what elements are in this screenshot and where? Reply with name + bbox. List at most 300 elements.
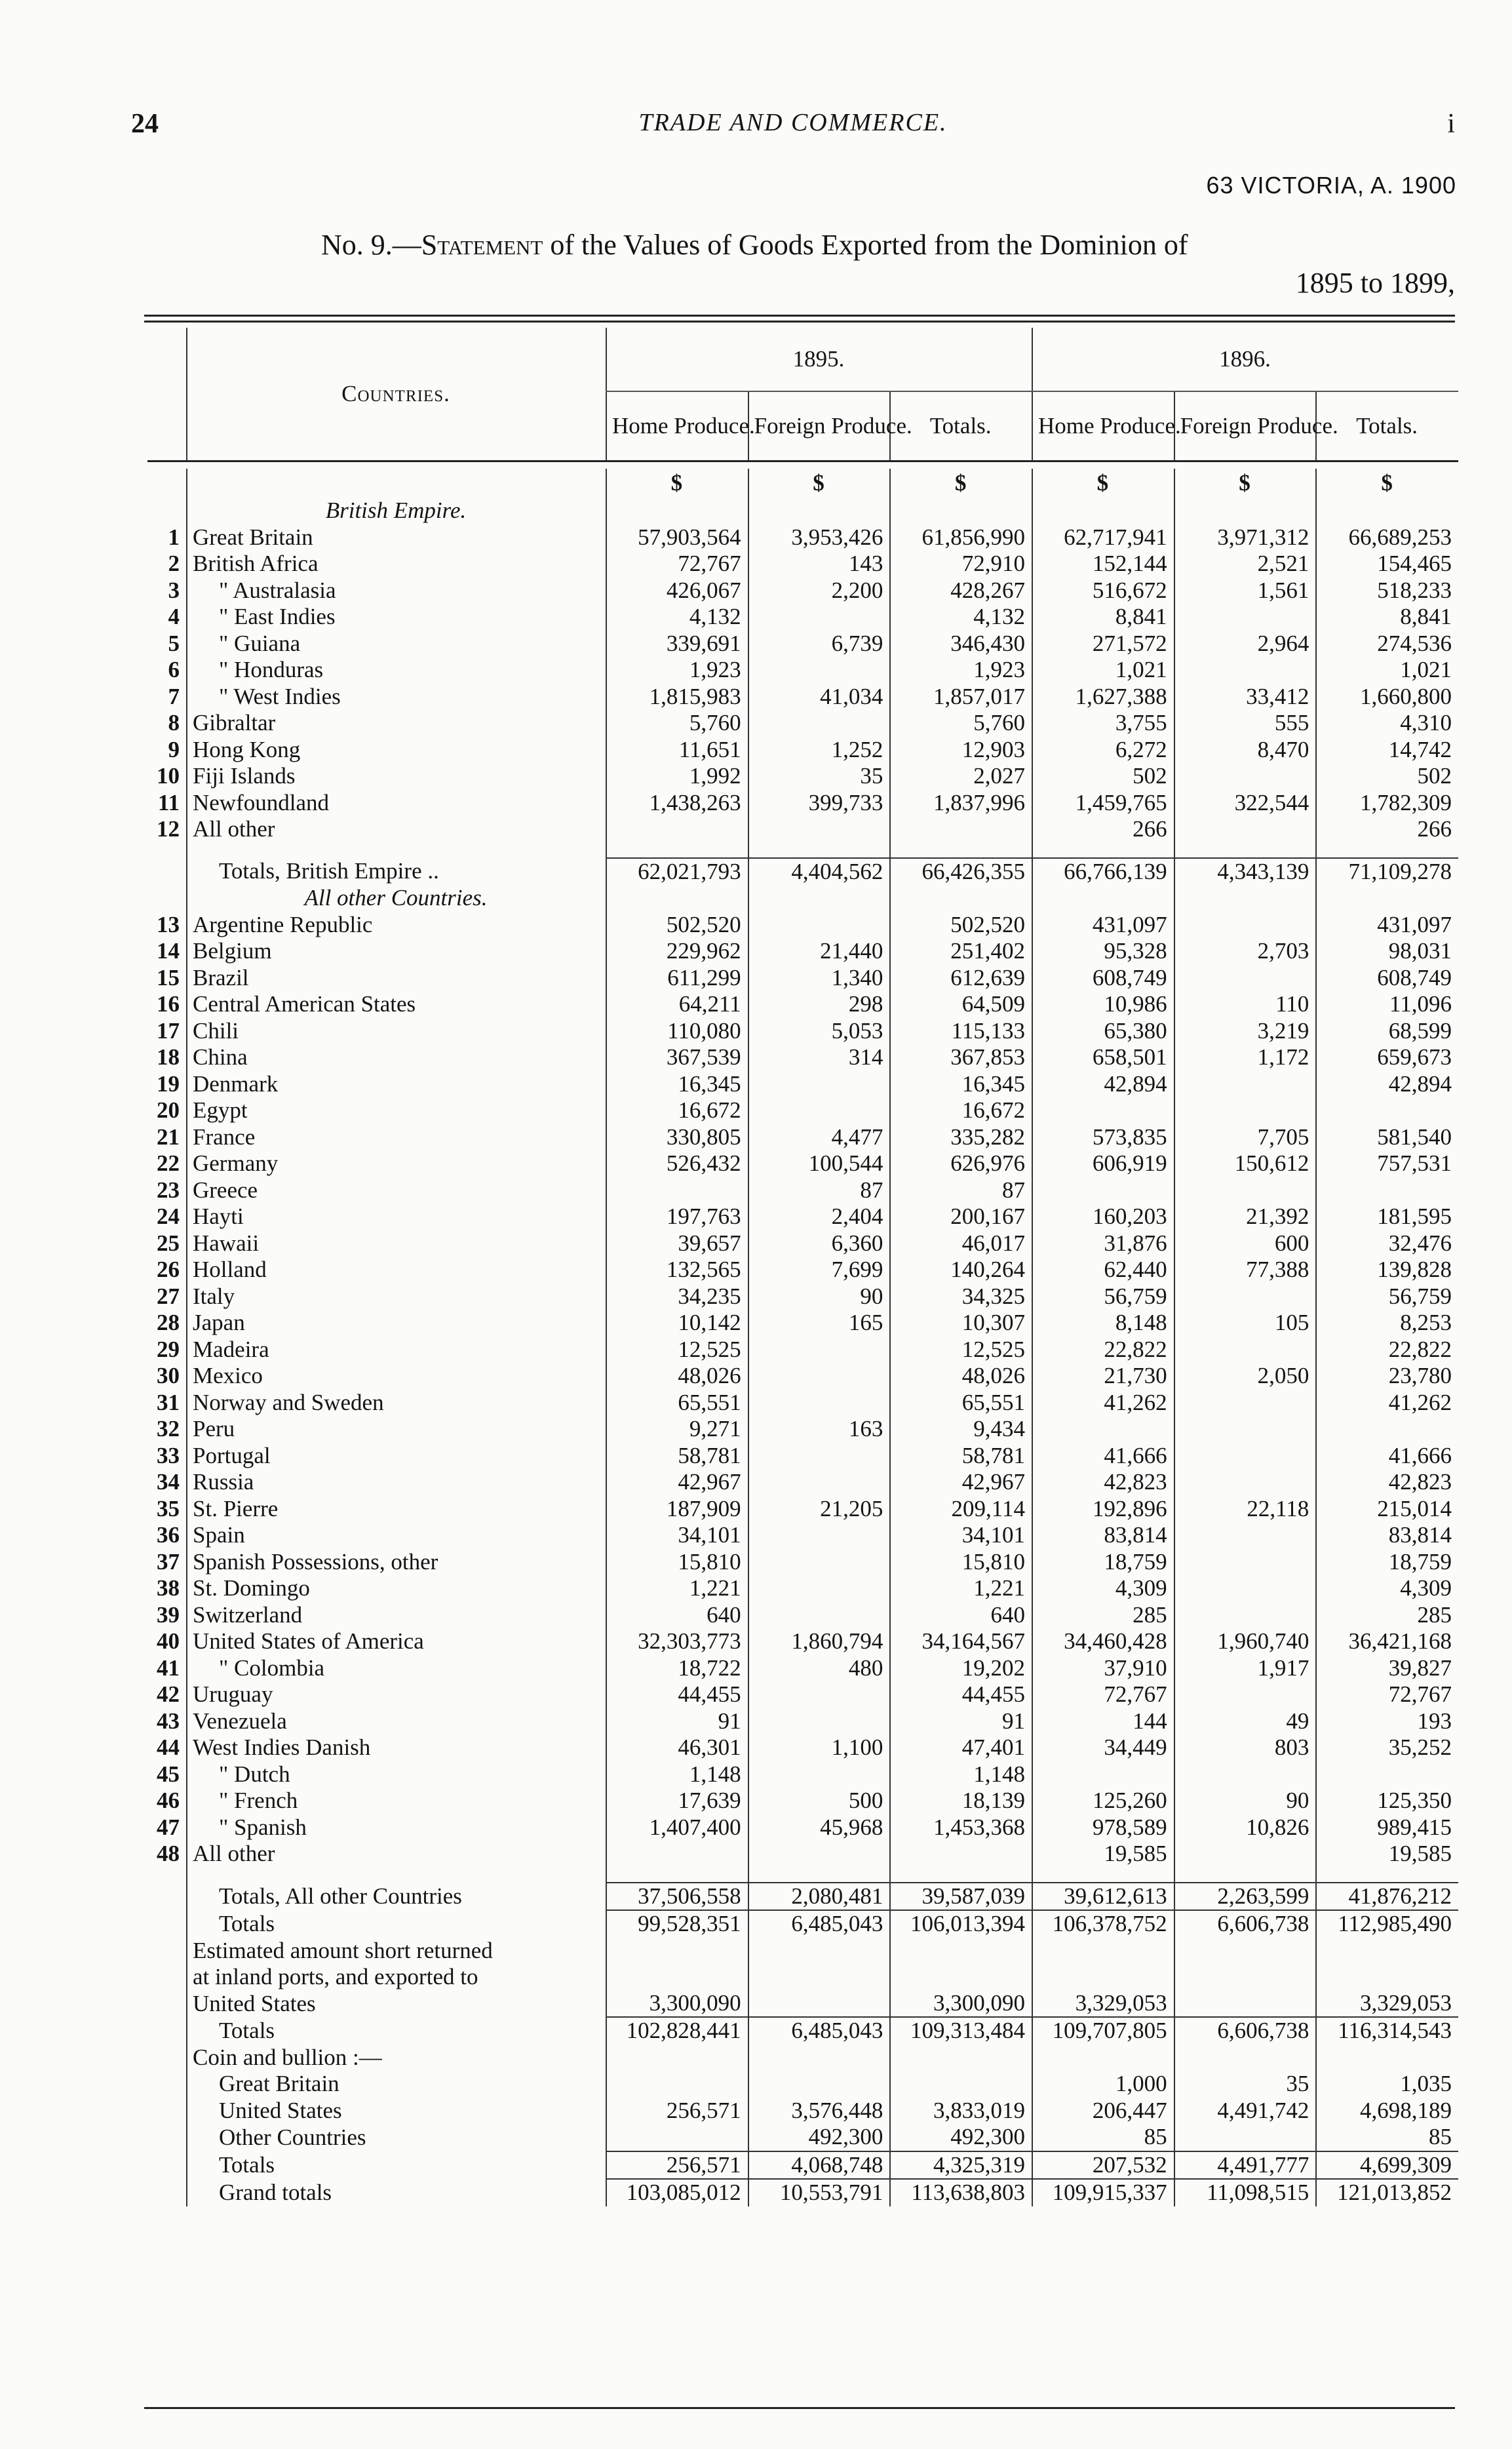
table-row bbox=[147, 1496, 1458, 1523]
country-name: Germany bbox=[193, 1150, 279, 1176]
value-cell: 7,705 bbox=[1174, 1124, 1317, 1151]
value-cell bbox=[1174, 1575, 1317, 1602]
value-cell: 6,606,738 bbox=[1174, 1910, 1317, 1938]
value-cell: 39,657 bbox=[606, 1230, 748, 1257]
value-cell: 285 bbox=[1316, 1602, 1458, 1629]
value-cell: 1,035 bbox=[1316, 2071, 1458, 2098]
value-cell: 110 bbox=[1174, 991, 1317, 1018]
col-header: Foreign Produce. bbox=[748, 391, 891, 461]
coin-total-row bbox=[147, 2151, 1458, 2180]
value-cell: 4,309 bbox=[1316, 1575, 1458, 1602]
value-cell: 66,766,139 bbox=[1032, 858, 1174, 886]
value-cell bbox=[890, 885, 1032, 912]
value-cell: 581,540 bbox=[1316, 1124, 1458, 1151]
value-cell: 116,314,543 bbox=[1316, 2017, 1458, 2045]
value-cell bbox=[1174, 965, 1317, 992]
value-cell: 573,835 bbox=[1032, 1124, 1174, 1151]
value-cell: 4,698,189 bbox=[1316, 2098, 1458, 2125]
value-cell: 500 bbox=[748, 1788, 891, 1814]
value-cell: 9,271 bbox=[606, 1416, 748, 1443]
currency-symbol: $ bbox=[1174, 469, 1317, 498]
row-number: 32 bbox=[147, 1416, 187, 1443]
value-cell bbox=[1316, 843, 1458, 858]
table-row bbox=[147, 1230, 1458, 1257]
value-cell bbox=[748, 1938, 891, 2018]
country-name: Mexico bbox=[193, 1363, 263, 1388]
value-cell: 15,810 bbox=[890, 1549, 1032, 1576]
country-name: Coin and bullion :— bbox=[193, 2044, 382, 2070]
value-cell: 4,132 bbox=[890, 604, 1032, 631]
value-cell: 266 bbox=[1316, 816, 1458, 843]
currency-symbol: $ bbox=[748, 469, 891, 498]
export-statement-table bbox=[147, 328, 1458, 2206]
country-name: Grand totals bbox=[219, 2179, 332, 2205]
value-cell bbox=[1174, 1868, 1317, 1883]
value-cell: 1,000 bbox=[1032, 2071, 1174, 2098]
value-cell bbox=[1316, 2045, 1458, 2071]
country-name: " Spanish bbox=[219, 1814, 307, 1840]
coin-row bbox=[147, 2098, 1458, 2125]
value-cell: 109,707,805 bbox=[1032, 2017, 1174, 2045]
value-cell: 3,329,053 bbox=[1032, 1938, 1174, 2018]
country-name: United States bbox=[219, 2097, 342, 2123]
value-cell: 57,903,564 bbox=[606, 524, 748, 551]
country-name: Great Britain bbox=[193, 524, 313, 550]
value-cell: 58,781 bbox=[890, 1443, 1032, 1470]
value-cell: 65,551 bbox=[606, 1390, 748, 1417]
table-row bbox=[147, 1549, 1458, 1576]
country-name: " Guiana bbox=[219, 630, 301, 656]
value-cell: 480 bbox=[748, 1655, 891, 1682]
value-cell bbox=[748, 1337, 891, 1363]
value-cell: 85 bbox=[1316, 2124, 1458, 2151]
value-cell: 39,612,613 bbox=[1032, 1883, 1174, 1911]
value-cell bbox=[890, 816, 1032, 843]
value-cell: 42,823 bbox=[1032, 1469, 1174, 1496]
value-cell bbox=[1174, 1283, 1317, 1310]
value-cell: 4,132 bbox=[606, 604, 748, 631]
row-number: 39 bbox=[147, 1602, 187, 1629]
row-number: 24 bbox=[147, 1204, 187, 1230]
value-cell: 37,506,558 bbox=[606, 1883, 748, 1911]
value-cell: 41,876,212 bbox=[1316, 1883, 1458, 1911]
value-cell bbox=[1174, 1469, 1317, 1496]
coin-row bbox=[147, 2071, 1458, 2098]
value-cell: 56,759 bbox=[1316, 1283, 1458, 1310]
value-cell: 197,763 bbox=[606, 1204, 748, 1230]
british-empire-total-row bbox=[147, 858, 1458, 886]
row-number: 10 bbox=[147, 763, 187, 790]
value-cell: 48,026 bbox=[890, 1363, 1032, 1390]
value-cell: 16,672 bbox=[606, 1097, 748, 1124]
value-cell: 42,967 bbox=[890, 1469, 1032, 1496]
row-number bbox=[147, 858, 187, 886]
value-cell bbox=[748, 604, 891, 631]
page-header bbox=[131, 108, 1455, 147]
country-name: Hong Kong bbox=[193, 736, 301, 762]
country-name: St. Pierre bbox=[193, 1495, 279, 1521]
table-row bbox=[147, 1097, 1458, 1124]
value-cell bbox=[1032, 1416, 1174, 1443]
value-cell: 48,026 bbox=[606, 1363, 748, 1390]
value-cell: 1,857,017 bbox=[890, 684, 1032, 711]
row-number bbox=[147, 2045, 187, 2071]
caption-text: of the Values of Goods Exported from the Dominion of bbox=[550, 229, 1188, 261]
value-cell: 2,404 bbox=[748, 1204, 891, 1230]
value-cell: 209,114 bbox=[890, 1496, 1032, 1523]
row-number: 21 bbox=[147, 1124, 187, 1151]
country-name: Totals, All other Countries bbox=[219, 1883, 462, 1909]
table-row bbox=[147, 1257, 1458, 1283]
value-cell bbox=[748, 1390, 891, 1417]
country-name: United States of America bbox=[193, 1628, 424, 1654]
value-cell: 16,345 bbox=[606, 1071, 748, 1098]
value-cell: 165 bbox=[748, 1310, 891, 1337]
value-cell: 152,144 bbox=[1032, 551, 1174, 578]
row-number: 40 bbox=[147, 1628, 187, 1655]
value-cell bbox=[1174, 1549, 1317, 1576]
value-cell: 4,068,748 bbox=[748, 2151, 891, 2180]
country-name: Hawaii bbox=[193, 1230, 260, 1256]
value-cell bbox=[1174, 1938, 1317, 2018]
value-cell: 3,971,312 bbox=[1174, 524, 1317, 551]
section-heading-other bbox=[147, 885, 1458, 912]
countries-header: Countries. bbox=[187, 328, 606, 461]
currency-symbol: $ bbox=[606, 469, 748, 498]
table-row bbox=[147, 1044, 1458, 1071]
row-number: 14 bbox=[147, 938, 187, 965]
value-cell bbox=[1032, 1177, 1174, 1204]
value-cell: 44,455 bbox=[890, 1681, 1032, 1708]
value-cell: 502,520 bbox=[606, 912, 748, 939]
value-cell: 83,814 bbox=[1316, 1522, 1458, 1549]
value-cell: 274,536 bbox=[1316, 631, 1458, 657]
value-cell bbox=[1316, 498, 1458, 524]
value-cell: 106,013,394 bbox=[890, 1910, 1032, 1938]
row-number: 17 bbox=[147, 1018, 187, 1045]
country-name: China bbox=[193, 1044, 248, 1070]
currency-symbol: $ bbox=[890, 469, 1032, 498]
value-cell: 555 bbox=[1174, 710, 1317, 737]
value-cell bbox=[1174, 2124, 1317, 2151]
value-cell: 36,421,168 bbox=[1316, 1628, 1458, 1655]
value-cell bbox=[1174, 1416, 1317, 1443]
table-row bbox=[147, 1841, 1458, 1868]
value-cell: 6,485,043 bbox=[748, 1910, 891, 1938]
year-header-1896: 1896. bbox=[1032, 328, 1458, 391]
value-cell: 492,300 bbox=[890, 2124, 1032, 2151]
row-number bbox=[147, 498, 187, 524]
table-row bbox=[147, 1124, 1458, 1151]
value-cell: 757,531 bbox=[1316, 1150, 1458, 1177]
value-cell bbox=[890, 843, 1032, 858]
country-name bbox=[187, 1938, 606, 2018]
value-cell: 45,968 bbox=[748, 1814, 891, 1841]
country-name: " Colombia bbox=[219, 1655, 325, 1681]
page-number: 24 bbox=[131, 109, 159, 139]
value-cell: 8,841 bbox=[1316, 604, 1458, 631]
value-cell: 2,521 bbox=[1174, 551, 1317, 578]
value-cell: 18,139 bbox=[890, 1788, 1032, 1814]
table-row bbox=[147, 604, 1458, 631]
value-cell: 99,528,351 bbox=[606, 1910, 748, 1938]
value-cell: 47,401 bbox=[890, 1734, 1032, 1761]
value-cell: 87 bbox=[890, 1177, 1032, 1204]
country-name: Spanish Possessions, other bbox=[193, 1548, 438, 1575]
value-cell: 18,759 bbox=[1032, 1549, 1174, 1576]
country-name: British Africa bbox=[193, 551, 319, 576]
value-cell: 6,739 bbox=[748, 631, 891, 657]
value-cell: 91 bbox=[606, 1708, 748, 1735]
row-number: 26 bbox=[147, 1257, 187, 1283]
value-cell: 56,759 bbox=[1032, 1283, 1174, 1310]
value-cell: 34,460,428 bbox=[1032, 1628, 1174, 1655]
value-cell bbox=[1174, 912, 1317, 939]
country-name-line: United States bbox=[193, 1990, 316, 2016]
value-cell: 71,109,278 bbox=[1316, 858, 1458, 886]
value-cell: 12,903 bbox=[890, 737, 1032, 764]
value-cell bbox=[1032, 1868, 1174, 1883]
value-cell: 516,672 bbox=[1032, 578, 1174, 604]
value-cell: 35 bbox=[748, 763, 891, 790]
value-cell bbox=[1174, 843, 1317, 858]
value-cell: 144 bbox=[1032, 1708, 1174, 1735]
country-name: Totals bbox=[219, 2017, 275, 2043]
value-cell: 3,300,090 bbox=[606, 1938, 748, 2018]
value-cell: 6,606,738 bbox=[1174, 2017, 1317, 2045]
coin-row bbox=[147, 2124, 1458, 2151]
value-cell: 6,360 bbox=[748, 1230, 891, 1257]
table-row bbox=[147, 1655, 1458, 1682]
value-cell: 22,822 bbox=[1032, 1337, 1174, 1363]
value-cell: 600 bbox=[1174, 1230, 1317, 1257]
row-number: 13 bbox=[147, 912, 187, 939]
row-number: 1 bbox=[147, 524, 187, 551]
value-cell: 34,164,567 bbox=[890, 1628, 1032, 1655]
value-cell: 140,264 bbox=[890, 1257, 1032, 1283]
value-cell bbox=[1032, 2045, 1174, 2071]
value-cell: 1,992 bbox=[606, 763, 748, 790]
other-countries-total-row bbox=[147, 1883, 1458, 1911]
value-cell: 207,532 bbox=[1032, 2151, 1174, 2180]
value-cell: 1,021 bbox=[1032, 657, 1174, 684]
row-number: 16 bbox=[147, 991, 187, 1018]
value-cell: 39,827 bbox=[1316, 1655, 1458, 1682]
row-number: 45 bbox=[147, 1761, 187, 1788]
country-name: Gibraltar bbox=[193, 710, 276, 735]
value-cell: 640 bbox=[890, 1602, 1032, 1629]
country-name: Peru bbox=[193, 1416, 235, 1441]
value-cell: 42,894 bbox=[1316, 1071, 1458, 1098]
value-cell: 87 bbox=[748, 1177, 891, 1204]
value-cell bbox=[748, 1363, 891, 1390]
value-cell: 346,430 bbox=[890, 631, 1032, 657]
table-row bbox=[147, 1575, 1458, 1602]
table-row bbox=[147, 657, 1458, 684]
country-name: Holland bbox=[193, 1257, 267, 1282]
country-name: " Honduras bbox=[219, 657, 324, 682]
value-cell: 21,392 bbox=[1174, 1204, 1317, 1230]
country-name: " Australasia bbox=[219, 577, 336, 603]
table-row bbox=[147, 1522, 1458, 1549]
country-name: Switzerland bbox=[193, 1601, 303, 1628]
value-cell: 100,544 bbox=[748, 1150, 891, 1177]
value-cell bbox=[1174, 604, 1317, 631]
value-cell bbox=[606, 816, 748, 843]
row-number bbox=[147, 843, 187, 858]
value-cell: 41,034 bbox=[748, 684, 891, 711]
value-cell bbox=[1174, 816, 1317, 843]
value-cell bbox=[606, 1841, 748, 1868]
value-cell: 8,148 bbox=[1032, 1310, 1174, 1337]
table-row bbox=[147, 1628, 1458, 1655]
country-name: Portugal bbox=[193, 1442, 271, 1468]
table-row bbox=[147, 1150, 1458, 1177]
row-number: 43 bbox=[147, 1708, 187, 1735]
value-cell: 4,310 bbox=[1316, 710, 1458, 737]
value-cell: 11,096 bbox=[1316, 991, 1458, 1018]
value-cell: 9,434 bbox=[890, 1416, 1032, 1443]
value-cell: 6,485,043 bbox=[748, 2017, 891, 2045]
value-cell: 49 bbox=[1174, 1708, 1317, 1735]
table-row bbox=[147, 965, 1458, 992]
value-cell bbox=[1174, 498, 1317, 524]
value-cell: 102,828,441 bbox=[606, 2017, 748, 2045]
value-cell: 77,388 bbox=[1174, 1257, 1317, 1283]
value-cell: 5,760 bbox=[890, 710, 1032, 737]
country-name: Italy bbox=[193, 1283, 235, 1309]
value-cell bbox=[606, 2045, 748, 2071]
value-cell bbox=[890, 498, 1032, 524]
value-cell bbox=[1174, 1681, 1317, 1708]
value-cell bbox=[606, 498, 748, 524]
value-cell bbox=[1316, 1416, 1458, 1443]
value-cell: 330,805 bbox=[606, 1124, 748, 1151]
country-name: France bbox=[193, 1124, 256, 1150]
country-name: Russia bbox=[193, 1469, 254, 1495]
value-cell: 367,539 bbox=[606, 1044, 748, 1071]
value-cell: 110,080 bbox=[606, 1018, 748, 1045]
value-cell: 121,013,852 bbox=[1316, 2179, 1458, 2206]
country-name: Great Britain bbox=[219, 2071, 339, 2096]
table-row bbox=[147, 790, 1458, 817]
value-cell bbox=[1174, 1337, 1317, 1363]
value-cell bbox=[748, 1522, 891, 1549]
spacer-row bbox=[147, 843, 1458, 858]
row-number: 2 bbox=[147, 551, 187, 578]
table-row bbox=[147, 1363, 1458, 1390]
value-cell: 46,017 bbox=[890, 1230, 1032, 1257]
row-number: 22 bbox=[147, 1150, 187, 1177]
value-cell: 90 bbox=[1174, 1788, 1317, 1814]
row-number: 44 bbox=[147, 1734, 187, 1761]
value-cell: 4,491,742 bbox=[1174, 2098, 1317, 2125]
country-name: St. Domingo bbox=[193, 1575, 310, 1601]
value-cell: 37,910 bbox=[1032, 1655, 1174, 1682]
value-cell: 978,589 bbox=[1032, 1814, 1174, 1841]
row-number: 3 bbox=[147, 578, 187, 604]
value-cell: 1,148 bbox=[606, 1761, 748, 1788]
country-name: Central American States bbox=[193, 991, 416, 1017]
value-cell bbox=[748, 1841, 891, 1868]
country-name: All other bbox=[193, 1841, 275, 1866]
value-cell: 492,300 bbox=[748, 2124, 891, 2151]
value-cell: 32,303,773 bbox=[606, 1628, 748, 1655]
value-cell: 502 bbox=[1316, 763, 1458, 790]
value-cell: 298 bbox=[748, 991, 891, 1018]
country-name: Newfoundland bbox=[193, 789, 330, 815]
value-cell: 4,325,319 bbox=[890, 2151, 1032, 2180]
value-cell: 21,730 bbox=[1032, 1363, 1174, 1390]
table-row bbox=[147, 1204, 1458, 1230]
value-cell: 10,307 bbox=[890, 1310, 1032, 1337]
value-cell: 139,828 bbox=[1316, 1257, 1458, 1283]
value-cell: 339,691 bbox=[606, 631, 748, 657]
value-cell bbox=[1316, 1868, 1458, 1883]
country-name: Denmark bbox=[193, 1070, 279, 1097]
value-cell bbox=[1032, 498, 1174, 524]
value-cell: 1,782,309 bbox=[1316, 790, 1458, 817]
value-cell bbox=[1174, 657, 1317, 684]
value-cell bbox=[748, 710, 891, 737]
row-number: 12 bbox=[147, 816, 187, 843]
table-row bbox=[147, 1018, 1458, 1045]
value-cell: 8,253 bbox=[1316, 1310, 1458, 1337]
currency-symbol: $ bbox=[1032, 469, 1174, 498]
value-cell: 1,860,794 bbox=[748, 1628, 891, 1655]
value-cell bbox=[1316, 1177, 1458, 1204]
value-cell: 5,053 bbox=[748, 1018, 891, 1045]
value-cell: 4,309 bbox=[1032, 1575, 1174, 1602]
value-cell bbox=[890, 1841, 1032, 1868]
table-row bbox=[147, 710, 1458, 737]
row-number: 27 bbox=[147, 1283, 187, 1310]
bottom-rule bbox=[144, 2407, 1455, 2409]
row-number bbox=[147, 2071, 187, 2098]
row-number: 19 bbox=[147, 1071, 187, 1098]
row-number bbox=[147, 2124, 187, 2151]
table-row bbox=[147, 1443, 1458, 1470]
col-header: Foreign Produce. bbox=[1174, 391, 1317, 461]
value-cell: 1,252 bbox=[748, 737, 891, 764]
value-cell bbox=[890, 2071, 1032, 2098]
country-name: Greece bbox=[193, 1177, 258, 1203]
country-name bbox=[187, 1868, 606, 1883]
value-cell: 426,067 bbox=[606, 578, 748, 604]
value-cell bbox=[1032, 1761, 1174, 1788]
value-cell: 16,672 bbox=[890, 1097, 1032, 1124]
value-cell: 98,031 bbox=[1316, 938, 1458, 965]
table-row bbox=[147, 1390, 1458, 1417]
top-double-rule bbox=[144, 315, 1455, 323]
table-row bbox=[147, 551, 1458, 578]
value-cell: 659,673 bbox=[1316, 1044, 1458, 1071]
value-cell: 4,404,562 bbox=[748, 858, 891, 886]
value-cell bbox=[748, 1708, 891, 1735]
value-cell bbox=[1174, 2045, 1317, 2071]
table-row bbox=[147, 1761, 1458, 1788]
value-cell: 160,203 bbox=[1032, 1204, 1174, 1230]
value-cell bbox=[1316, 1761, 1458, 1788]
value-cell: 8,470 bbox=[1174, 737, 1317, 764]
value-cell bbox=[1174, 1522, 1317, 1549]
value-cell bbox=[1316, 1097, 1458, 1124]
value-cell: 41,666 bbox=[1032, 1443, 1174, 1470]
value-cell: 1,960,740 bbox=[1174, 1628, 1317, 1655]
value-cell: 33,412 bbox=[1174, 684, 1317, 711]
table-row bbox=[147, 1602, 1458, 1629]
value-cell: 5,760 bbox=[606, 710, 748, 737]
